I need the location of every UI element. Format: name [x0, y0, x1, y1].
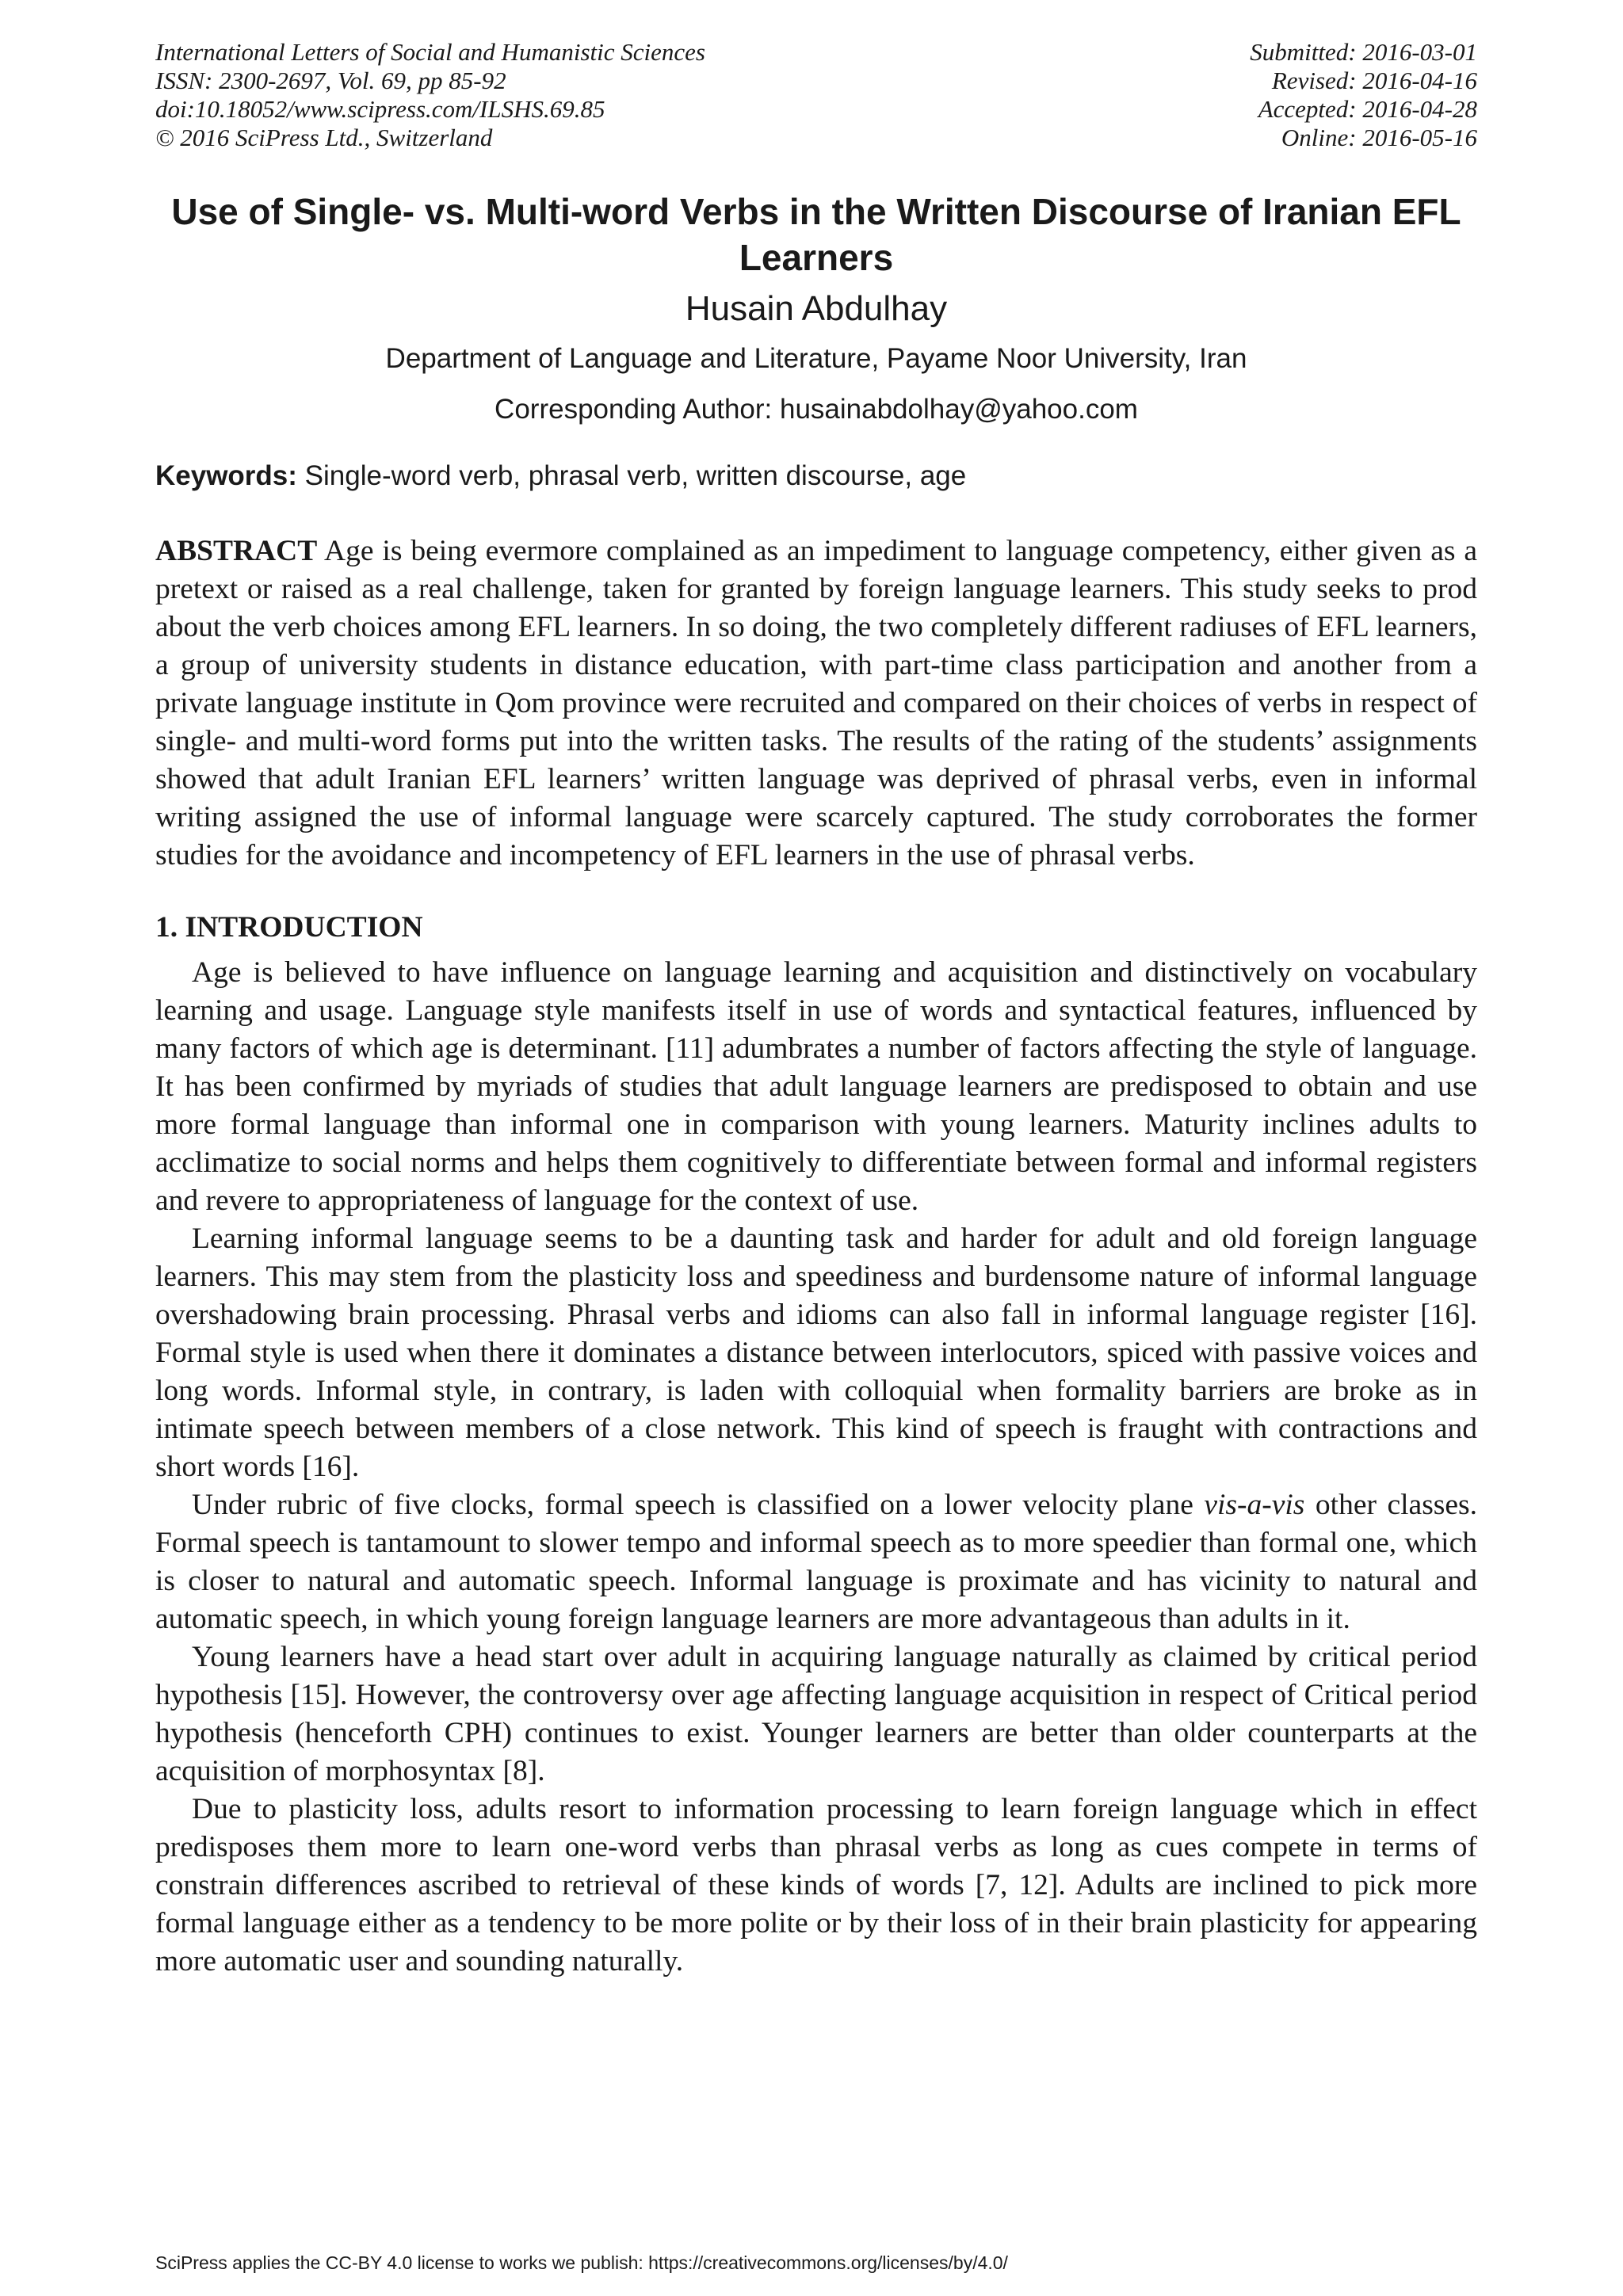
paper-page [155, 38, 1477, 1981]
keywords [155, 460, 1477, 493]
paper-title: Use of Single- vs. Multi-word Verbs in the Written Discourse of Iranian EFL Learners [171, 191, 1461, 278]
publication-dates [1250, 38, 1477, 152]
date-submitted: Submitted: 2016-03-01 [1250, 38, 1477, 66]
journal-name: International Letters of Social and Humanistic Sciences [155, 38, 705, 66]
paragraph-3-end: other classes. Formal speech is tantamount to slower tempo and informal speech as to more speedier than formal one, which is closer to natural and automatic speech. Informal language is proximate and has vicinity to natural and automatic speech, in which young foreign language learners are more advantageous than adults in it. [155, 1489, 1477, 1635]
date-accepted: Accepted: 2016-04-28 [1258, 95, 1477, 123]
journal-info [155, 38, 705, 152]
date-online: Online: 2016-05-16 [1281, 124, 1477, 151]
paragraph-1: Age is believed to have influence on language learning and acquisition and distinctively on vocabulary learning and usage. Language style manifests itself in use of words and syntactical features, influenced by many factors of which age is determinant. [11] adumbrates a number of factors affecting the style of language. It has been confirmed by myriads of studies that adult language learners are predisposed to obtain and use more formal language than informal one in comparison with young learners. Maturity inclines adults to acclimatize to social norms and helps them cognitively to differentiate between formal and informal registers and revere to appropriateness of language for the context of use. [155, 956, 1477, 1217]
paragraph-3 [155, 1486, 1477, 1638]
keywords-text: Single-word verb, phrasal verb, written discourse, age [296, 460, 967, 491]
abstract [155, 532, 1477, 875]
abstract-text: Age is being evermore complained as an impediment to language competency, either given as a pretext or raised as a real challenge, taken for granted by foreign language learners. This study seeks to prod about the verb choices among EFL learners. In so doing, the two completely different radiuses of EFL learners, a group of university students in distance education, with part-time class participation and another from a private language institute in Qom province were recruited and compared on their choices of verbs in respect of single- and multi-word forms put into the written tasks. The results of the rating of the students’ assignments showed that adult Iranian EFL learners’ written language was deprived of phrasal verbs, even in informal writing assigned the use of informal language were scarcely captured. The study corroborates the former studies for the avoidance and incompetency of EFL learners in the use of phrasal verbs. [155, 535, 1477, 871]
journal-copyright: © 2016 SciPress Ltd., Switzerland [155, 124, 493, 151]
paragraph-3-italic: vis-a-vis [1204, 1489, 1305, 1521]
author-name: Husain Abdulhay [685, 289, 948, 328]
date-revised: Revised: 2016-04-16 [1271, 67, 1477, 94]
paragraph-4: Young learners have a head start over adult in acquiring language naturally as claimed by critical period hypothesis [15]. However, the controversy over age affecting language acquisition in respect of Critical period hypothesis (henceforth CPH) continues to exist. Younger learners are better than older counterparts at the acquisition of morphosyntax [8]. [155, 1641, 1477, 1787]
journal-header [155, 38, 1477, 152]
section-heading: 1. INTRODUCTION [155, 911, 423, 944]
corresponding-author: Corresponding Author: husainabdolhay@yahoo.com [495, 394, 1138, 425]
license-footer: SciPress applies the CC-BY 4.0 license to works we publish: https://creativecommons.org/licenses/by/4.0/ [155, 2252, 1008, 2273]
journal-doi: doi:10.18052/www.scipress.com/ILSHS.69.85 [155, 95, 605, 123]
paragraph-2: Learning informal language seems to be a daunting task and harder for adult and old foreign language learners. This may stem from the plasticity loss and speediness and burdensome nature of informal language overshadowing brain processing. Phrasal verbs and idioms can also fall in informal language register [16]. Formal style is used when there it dominates a distance between interlocutors, spiced with passive voices and long words. Informal style, in contrary, is laden with colloquial when formality barriers are broke as in intimate speech between members of a close network. This kind of speech is fraught with contractions and short words [16]. [155, 1222, 1477, 1483]
journal-issn: ISSN: 2300-2697, Vol. 69, pp 85-92 [155, 67, 506, 94]
paragraph-3-start: Under rubric of five clocks, formal speech is classified on a lower velocity plane [192, 1489, 1205, 1521]
keywords-label: Keywords: [155, 460, 297, 491]
author-affiliation: Department of Language and Literature, Payame Noor University, Iran [385, 343, 1247, 374]
abstract-label: ABSTRACT [155, 535, 318, 567]
paragraph-5: Due to plasticity loss, adults resort to information processing to learn foreign language which in effect predisposes them more to learn one-word verbs than phrasal verbs as long as cues compete in terms of constrain differences ascribed to retrieval of these kinds of words [7, 12]. Adults are inclined to pick more formal language either as a tendency to be more polite or by their loss of in their brain plasticity for appearing more automatic user and sounding naturally. [155, 1793, 1477, 1978]
